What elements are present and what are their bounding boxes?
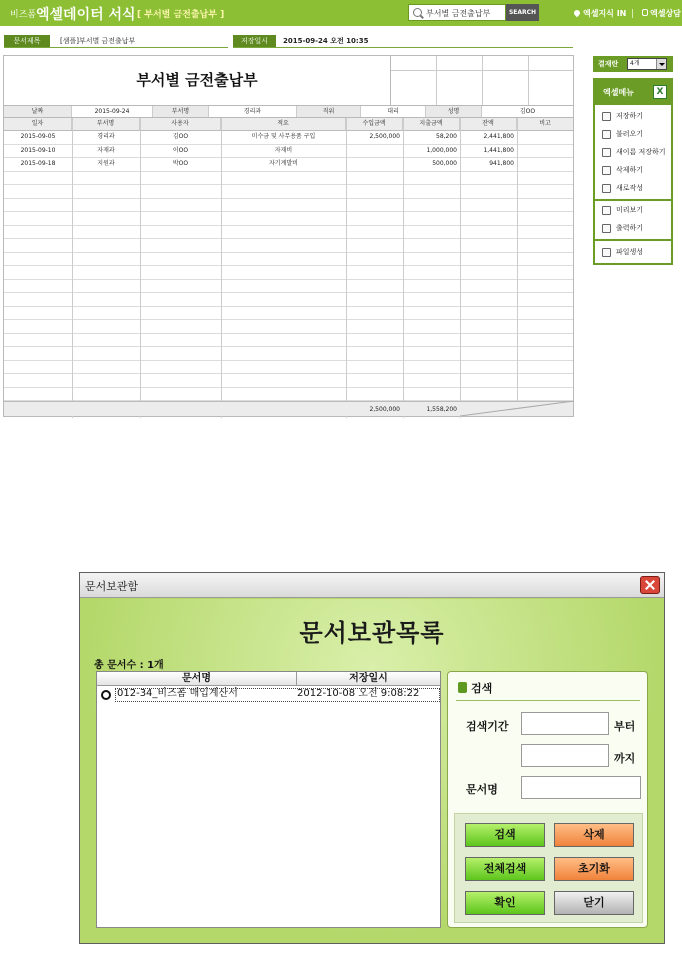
dept-label: 부서명	[153, 106, 209, 117]
column-header: 지출금액	[403, 118, 460, 130]
name-value[interactable]: 김OO	[519, 108, 536, 115]
close-button[interactable]: 닫기	[554, 891, 634, 915]
column-header[interactable]: 문서명	[97, 672, 297, 685]
document-list[interactable]	[96, 671, 441, 928]
table-cell-balance[interactable]: 1,441,800	[483, 146, 514, 154]
search-panel-title	[458, 680, 492, 696]
sheet-title: 부서별 금전출납부	[4, 56, 391, 105]
load-icon	[602, 130, 611, 139]
table-cell-expense[interactable]: 500,000	[432, 160, 457, 167]
excel-menu-title: 엑셀메뉴	[603, 88, 634, 97]
table-row[interactable]	[4, 253, 573, 267]
menu-divider	[595, 239, 671, 241]
table-row[interactable]	[4, 293, 573, 307]
ledger-column-headers	[4, 118, 573, 131]
delete-button[interactable]: 삭제	[554, 823, 634, 847]
approval-count-value: 4개	[630, 60, 640, 67]
table-row[interactable]	[4, 226, 573, 240]
column-header: 비고	[539, 120, 551, 127]
table-row[interactable]	[4, 212, 573, 226]
radio-button[interactable]	[101, 690, 111, 700]
table-row[interactable]	[4, 388, 573, 402]
dialog-heading: 문서보관목록	[299, 619, 445, 647]
table-cell-dept[interactable]: 지원과	[97, 160, 115, 167]
excel-consult-link[interactable]	[642, 8, 681, 19]
column-header: 수입금액	[346, 118, 403, 130]
doc-title-label: 문서제목	[4, 35, 50, 48]
saved-at-value: 2015-09-24 오전 10:35	[283, 37, 369, 45]
search-button[interactable]: SEARCH	[506, 4, 539, 21]
docname-input[interactable]	[521, 776, 641, 799]
document-date: 2012-10-08 오전 9:08:22	[297, 688, 420, 699]
save-as-icon	[602, 148, 611, 157]
table-cell-memo[interactable]: 자기계발비	[269, 160, 298, 167]
total-diagonal-line	[460, 401, 574, 416]
print-icon	[602, 224, 611, 233]
menu-item-label: 저장하기	[616, 112, 644, 120]
location-pin-icon	[573, 9, 581, 17]
total-income: 2,500,000	[369, 406, 400, 413]
brand-logo[interactable]: 비즈폼	[10, 10, 37, 20]
column-header: 일자	[4, 118, 72, 130]
docname-label: 문서명	[466, 783, 498, 796]
grid-line	[403, 118, 404, 418]
trash-icon	[602, 166, 611, 175]
search-panel	[447, 671, 648, 928]
search-panel-label: 검색	[471, 682, 493, 695]
header-divider	[632, 9, 633, 18]
search-icon	[413, 8, 422, 17]
column-header: 사용자	[140, 118, 221, 130]
table-cell-user[interactable]: 이OO	[172, 146, 189, 154]
dialog-body	[80, 599, 664, 943]
menu-item-label: 파일생성	[616, 248, 644, 256]
search-tab-icon	[458, 682, 467, 693]
search-box	[408, 4, 506, 21]
column-header: 적요	[221, 118, 346, 130]
excel-menu-panel	[593, 78, 673, 265]
dept-value[interactable]: 경리과	[209, 106, 297, 117]
menu-item-label: 새로작성	[616, 184, 644, 192]
close-icon[interactable]	[640, 576, 660, 594]
info-underline	[4, 47, 228, 48]
menu-item-label: 새이름 저장하기	[616, 148, 666, 156]
menu-item-label: 출력하기	[616, 224, 644, 232]
approval-cell[interactable]	[529, 56, 574, 71]
grid-line	[221, 118, 222, 418]
menu-item-print[interactable]	[599, 220, 671, 237]
chevron-down-icon[interactable]	[656, 59, 666, 69]
table-cell-note[interactable]	[517, 131, 573, 143]
search-period-label: 검색기간	[466, 720, 509, 733]
table-cell-balance[interactable]: 941,800	[489, 160, 514, 167]
table-row[interactable]	[4, 280, 573, 294]
excel-consult-label: 엑셀상담	[650, 9, 681, 18]
table-row[interactable]	[4, 334, 573, 348]
table-cell-income[interactable]	[346, 145, 400, 157]
approval-count-select[interactable]	[627, 58, 667, 70]
name-label: 성명	[426, 106, 482, 117]
saved-at-label: 저장일시	[233, 35, 276, 48]
dialog-button-area	[454, 813, 643, 923]
grid-line	[517, 118, 518, 401]
table-row[interactable]	[4, 361, 573, 375]
table-cell-balance[interactable]: 2,441,800	[483, 133, 514, 140]
menu-item-create-file[interactable]	[599, 244, 671, 261]
approval-count-box	[593, 56, 673, 72]
excel-knowledge-label: 엑셀지식 IN	[583, 9, 627, 18]
table-row[interactable]	[4, 185, 573, 199]
search-panel-divider	[456, 700, 640, 701]
reset-button[interactable]: 초기화	[554, 857, 634, 881]
table-row[interactable]	[4, 131, 573, 145]
period-from-input[interactable]	[521, 712, 609, 735]
document-list-header	[97, 672, 440, 686]
table-cell-memo[interactable]: 미수금 및 사무용품 구입	[251, 133, 316, 140]
table-cell-dept[interactable]: 자재과	[97, 146, 115, 154]
table-cell-memo[interactable]: 자재비	[274, 146, 293, 154]
date-label: 날짜	[4, 106, 72, 117]
monitor-icon	[602, 206, 611, 215]
menu-item-label: 미리보기	[616, 206, 644, 214]
search-input[interactable]	[426, 7, 504, 19]
page-subtitle: [ 부서별 금전출납부 ]	[137, 10, 225, 20]
table-row[interactable]	[4, 172, 573, 186]
grid-line	[72, 118, 73, 418]
table-cell-note[interactable]	[517, 145, 573, 157]
menu-item-save[interactable]	[599, 108, 671, 125]
save-icon	[602, 112, 611, 121]
table-row[interactable]	[4, 320, 573, 334]
grid-line	[460, 118, 461, 418]
period-to-input[interactable]	[521, 744, 609, 767]
table-row[interactable]	[4, 239, 573, 253]
column-header[interactable]: 저장일시	[349, 673, 388, 684]
table-row[interactable]	[4, 307, 573, 321]
date-value[interactable]: 2015-09-24	[72, 106, 153, 117]
dialog-titlebar[interactable]	[80, 573, 664, 598]
doc-title-value: [샘플]부서별 금전출납부	[60, 37, 136, 45]
top-header	[0, 0, 682, 26]
table-cell-income[interactable]	[346, 158, 400, 170]
menu-divider	[595, 199, 671, 201]
table-cell-user[interactable]: 박OO	[172, 160, 189, 167]
total-expense: 1,558,200	[426, 406, 457, 413]
table-row[interactable]	[4, 199, 573, 213]
table-cell-date[interactable]: 2015-09-10	[20, 146, 56, 154]
folder-icon	[602, 248, 611, 257]
menu-item-label: 불러오기	[616, 130, 644, 138]
approval-cell[interactable]	[391, 56, 437, 71]
table-cell-date[interactable]: 2015-09-18	[20, 160, 56, 167]
column-header: 부서명	[72, 118, 140, 130]
table-row[interactable]	[4, 145, 573, 159]
new-document-icon	[602, 184, 611, 193]
table-cell-expense[interactable]: 1,000,000	[426, 146, 457, 154]
table-cell-expense[interactable]: 58,200	[436, 133, 457, 140]
table-cell-income[interactable]: 2,500,000	[369, 133, 400, 140]
menu-item-load[interactable]	[599, 126, 671, 143]
table-cell-date[interactable]: 2015-09-05	[20, 133, 56, 140]
excel-menu-header	[595, 80, 671, 105]
approval-cell[interactable]	[483, 56, 529, 71]
info-underline	[233, 47, 573, 48]
search-button[interactable]: 검색	[465, 823, 545, 847]
meta-row	[4, 105, 573, 118]
approval-sign-cell[interactable]	[437, 71, 483, 105]
table-row[interactable]	[4, 347, 573, 361]
ledger-body	[4, 131, 573, 401]
menu-item-label: 삭제하기	[616, 166, 644, 174]
document-storage-dialog	[79, 572, 665, 944]
table-cell-note[interactable]	[517, 158, 573, 170]
table-cell-dept[interactable]: 경리과	[97, 133, 115, 140]
brand-title[interactable]: 엑셀데이터 서식	[36, 7, 136, 23]
confirm-button[interactable]: 확인	[465, 891, 545, 915]
position-label: 직위	[297, 106, 361, 117]
menu-item-preview[interactable]	[599, 202, 671, 219]
approval-cell[interactable]	[437, 56, 483, 71]
approval-sign-cell[interactable]	[391, 71, 437, 105]
excel-knowledge-link[interactable]	[574, 8, 626, 19]
column-header: 잔액	[460, 118, 517, 130]
table-row[interactable]	[4, 374, 573, 388]
grid-line	[140, 118, 141, 418]
from-suffix-label: 부터	[614, 720, 636, 733]
document-name: 012-34_비즈폼 매입계산서	[117, 688, 238, 699]
dialog-title: 문서보관함	[85, 580, 139, 593]
approval-count-label: 결재란	[598, 60, 619, 68]
grid-line	[346, 118, 347, 418]
list-item[interactable]	[97, 687, 440, 703]
table-row[interactable]	[4, 158, 573, 172]
position-value[interactable]: 대리	[361, 106, 426, 117]
approval-sign-cell[interactable]	[483, 71, 529, 105]
search-all-button[interactable]: 전체검색	[465, 857, 545, 881]
expense-ledger-sheet	[3, 55, 574, 417]
table-cell-user[interactable]: 김OO	[172, 133, 189, 140]
menu-item-delete[interactable]	[599, 162, 671, 179]
phone-icon	[642, 9, 648, 16]
excel-icon: X	[653, 85, 667, 99]
table-row[interactable]	[4, 266, 573, 280]
to-suffix-label: 까지	[614, 752, 636, 765]
menu-item-save-as[interactable]	[599, 144, 671, 161]
menu-item-new[interactable]	[599, 180, 671, 197]
approval-grid[interactable]	[391, 56, 574, 105]
document-count: 총 문서수 : 1개	[94, 660, 164, 671]
